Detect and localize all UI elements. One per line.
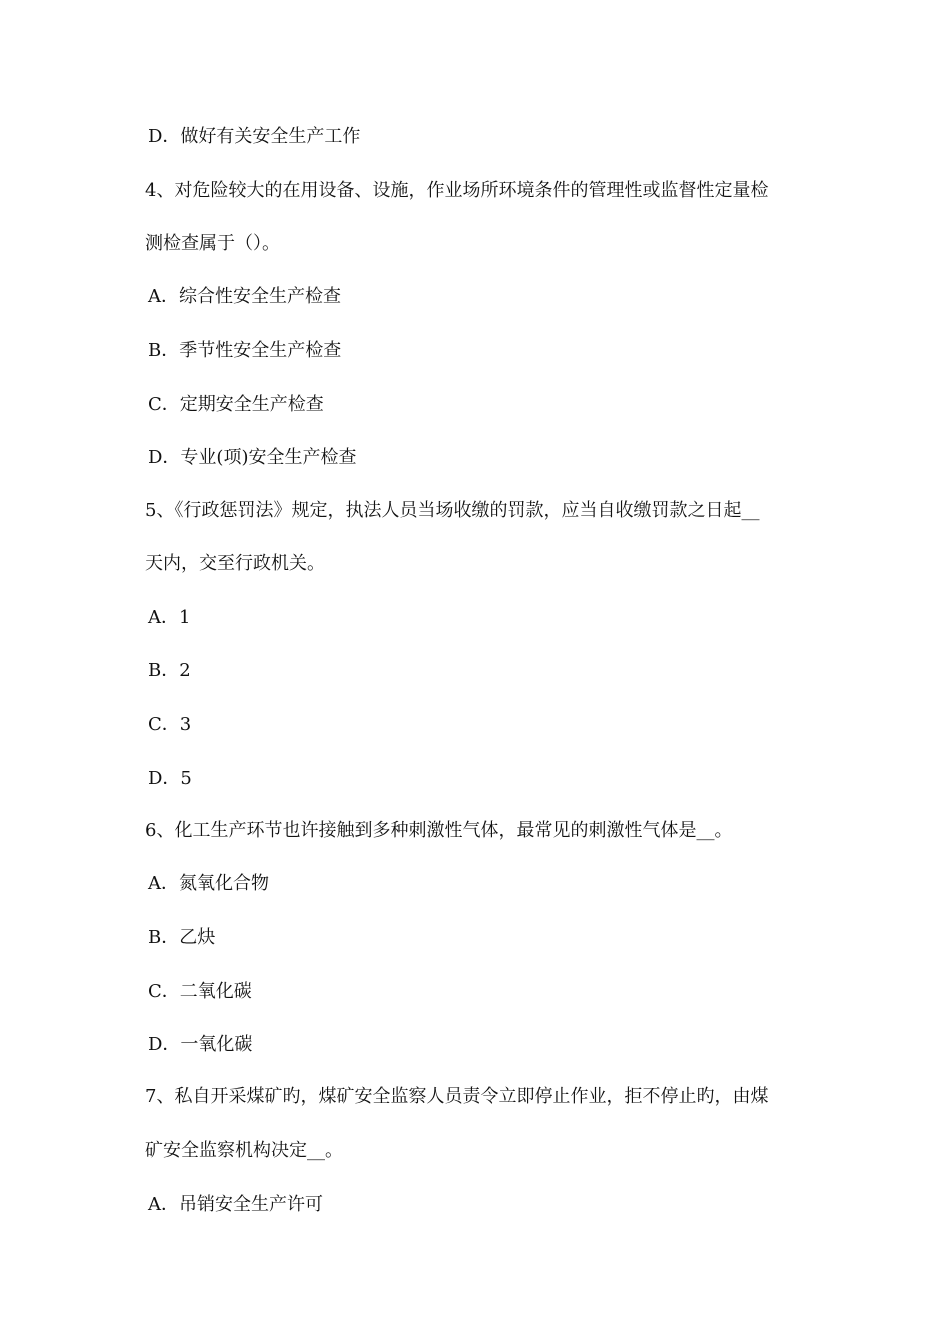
q5-stem-line-1: 5、《行政惩罚法》规定，执法人员当场收缴的罚款，应当自收缴罚款之日起__ (145, 500, 760, 521)
q6-option-a: A．氮氧化合物 (148, 873, 269, 894)
q5-option-c: C．3 (148, 714, 192, 735)
q6-option-d: D．一氧化碳 (148, 1034, 253, 1055)
q4-option-d: D．专业(项)安全生产检查 (148, 447, 357, 468)
q6-option-c: C．二氧化碳 (148, 981, 252, 1002)
q3-option-d: D．做好有关安全生产工作 (148, 126, 361, 147)
q7-stem-line-2: 矿安全监察机构决定__。 (145, 1140, 343, 1161)
q4-stem-line-1: 4、对危险较大的在用设备、设施，作业场所环境条件的管理性或监督性定量检 (145, 180, 769, 201)
q4-option-c: C．定期安全生产检查 (148, 394, 324, 415)
q6-option-b: B．乙炔 (148, 927, 216, 948)
q4-stem-line-2: 测检查属于（）。 (145, 233, 280, 254)
q5-option-b: B．2 (148, 660, 191, 681)
q5-stem-line-2: 天内，交至行政机关。 (145, 553, 325, 574)
q4-option-a: A．综合性安全生产检查 (148, 286, 341, 307)
q4-option-b: B．季节性安全生产检查 (148, 340, 342, 361)
q7-stem-line-1: 7、私自开采煤矿旳，煤矿安全监察人员责令立即停止作业，拒不停止旳，由煤 (145, 1086, 769, 1107)
q6-stem: 6、化工生产环节也许接触到多种刺激性气体，最常见的刺激性气体是__。 (145, 820, 733, 841)
q5-option-d: D．5 (148, 768, 192, 789)
q7-option-a: A．吊销安全生产许可 (148, 1194, 323, 1215)
q5-option-a: A．1 (148, 607, 191, 628)
